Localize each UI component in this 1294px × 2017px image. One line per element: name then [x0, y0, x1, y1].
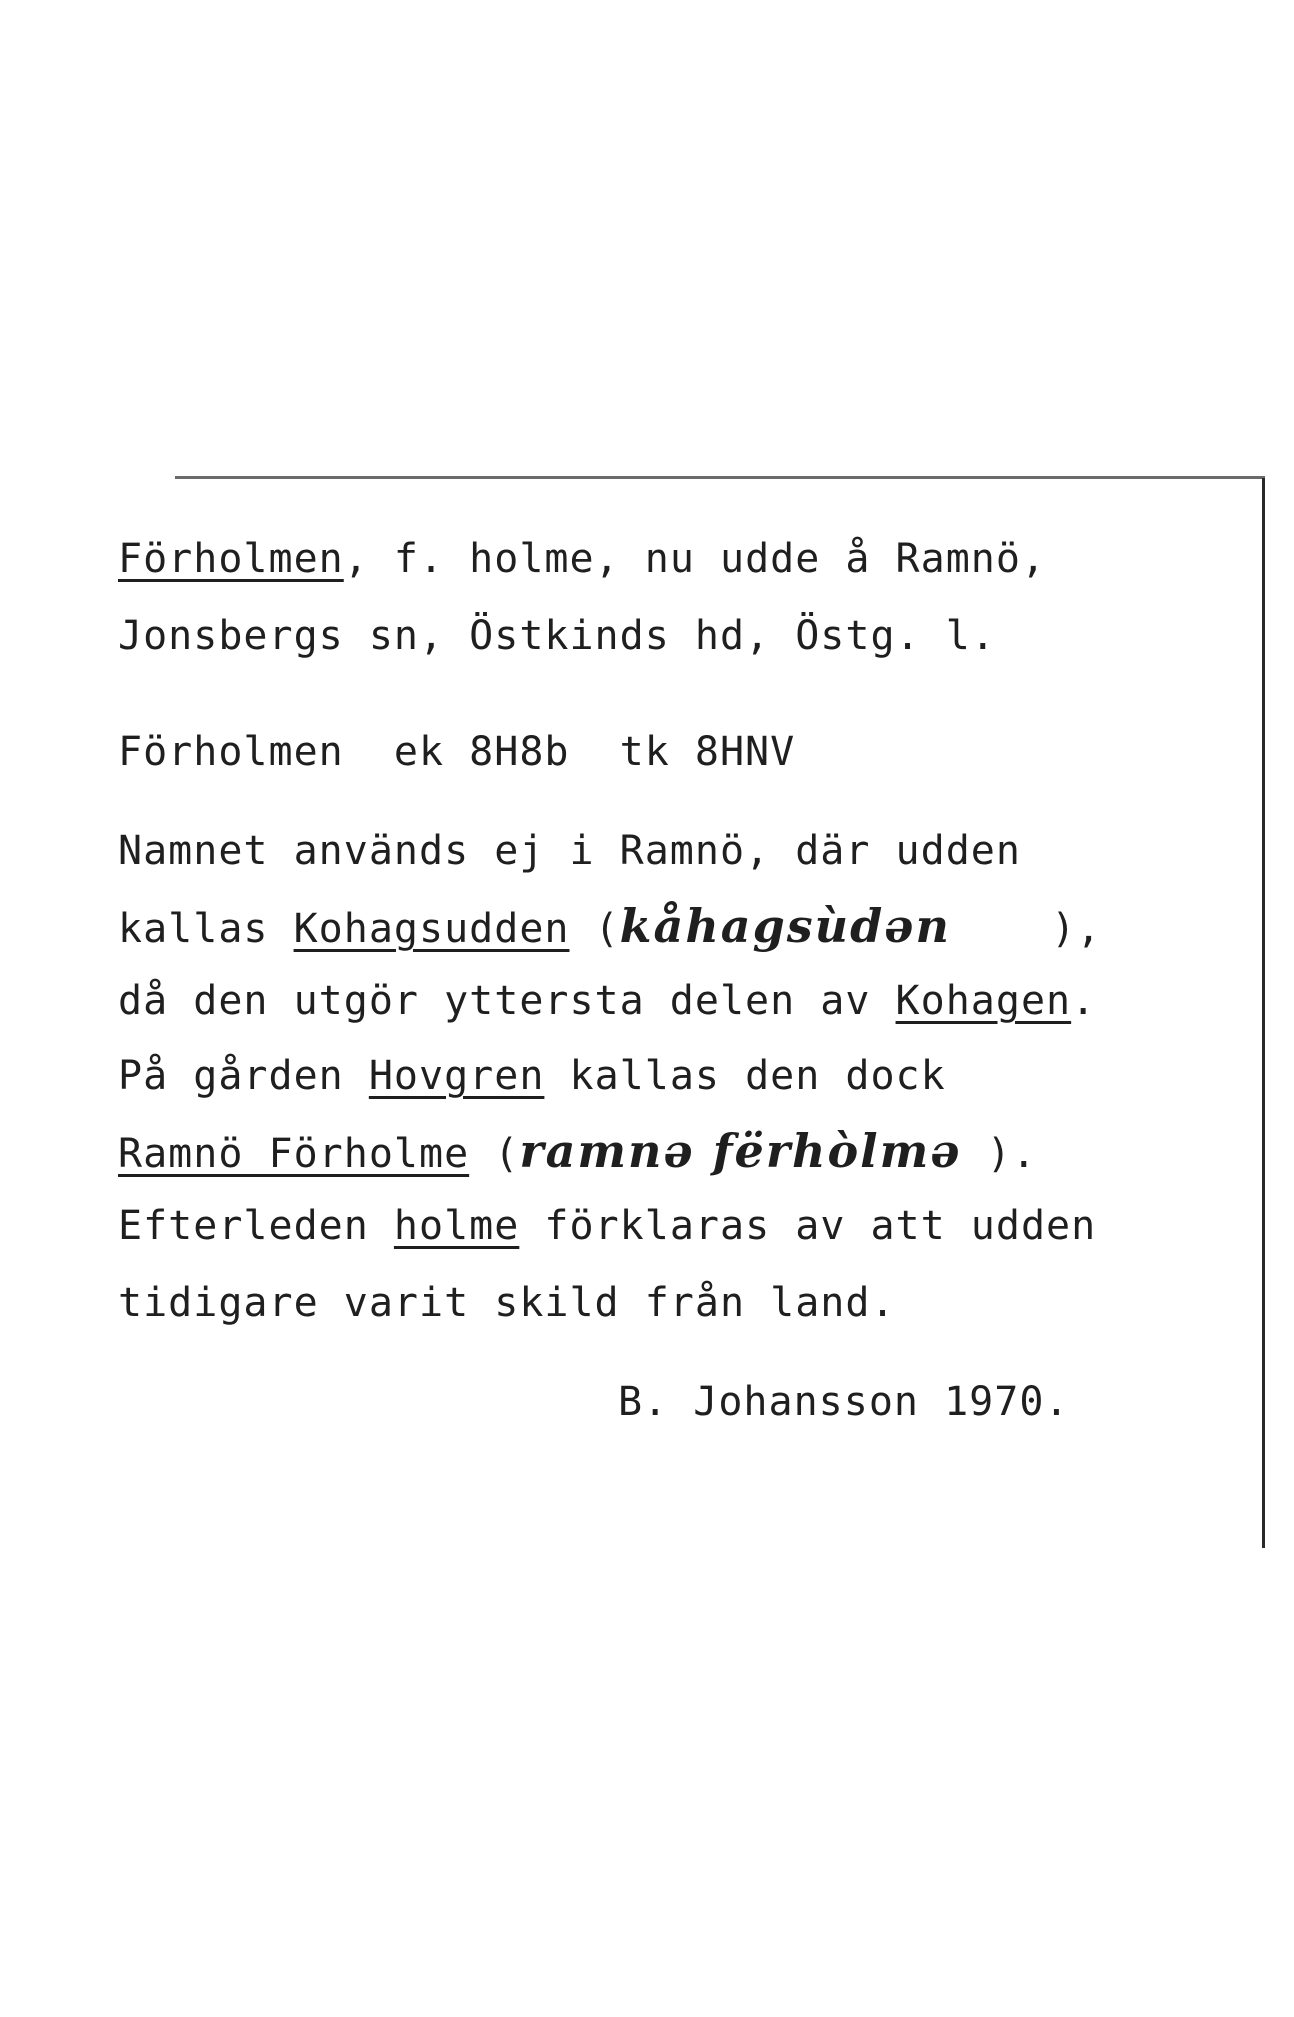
paren-close: ).: [961, 1131, 1037, 1177]
text-fragment: .: [1071, 978, 1097, 1024]
paren-close: ),: [950, 906, 1102, 952]
entry-line-1: [118, 535, 1046, 583]
map-reference: Förholmen ek 8H8b tk 8HNV: [118, 729, 796, 775]
note-line-5: [118, 1124, 1037, 1178]
text-fragment: kallas: [118, 906, 294, 952]
word-holme: holme: [393, 1203, 520, 1249]
text-fragment: då den utgör yttersta delen av: [118, 978, 896, 1024]
text-fragment: På gården: [118, 1053, 369, 1099]
paren-open: (: [469, 1131, 520, 1177]
handwritten-pronunciation: kåhagsùdən: [619, 899, 951, 953]
place-name-hovgren: Hovgren: [368, 1053, 545, 1099]
place-name-kohagsudden: Kohagsudden: [293, 906, 570, 952]
entry-location: Jonsbergs sn, Östkinds hd, Östg. l.: [118, 613, 996, 659]
note-line-4: [118, 1052, 946, 1100]
entry-definition: , f. holme, nu udde å Ramnö,: [343, 536, 1047, 582]
paren-open: (: [569, 906, 620, 952]
text-fragment: Efterleden: [118, 1203, 394, 1249]
headword: Förholmen: [118, 536, 344, 582]
card-right-border: [1262, 478, 1265, 1548]
note-line-2: [118, 899, 1102, 953]
text-fragment: förklaras av att udden: [519, 1203, 1097, 1249]
signature: B. Johansson 1970.: [618, 1379, 1070, 1425]
note-line-1: Namnet används ej i Ramnö, där udden: [118, 828, 1021, 874]
handwritten-pronunciation: ramnə fërhòlmə: [519, 1124, 962, 1178]
text-fragment: kallas den dock: [544, 1053, 946, 1099]
note-line-6: [118, 1202, 1096, 1250]
place-name-kohagen: Kohagen: [895, 978, 1072, 1024]
place-name-ramno-forholme: Ramnö Förholme: [118, 1131, 470, 1177]
note-line-3: [118, 977, 1096, 1025]
card-top-border: [175, 476, 1265, 479]
note-line-7: tidigare varit skild från land.: [118, 1280, 896, 1326]
